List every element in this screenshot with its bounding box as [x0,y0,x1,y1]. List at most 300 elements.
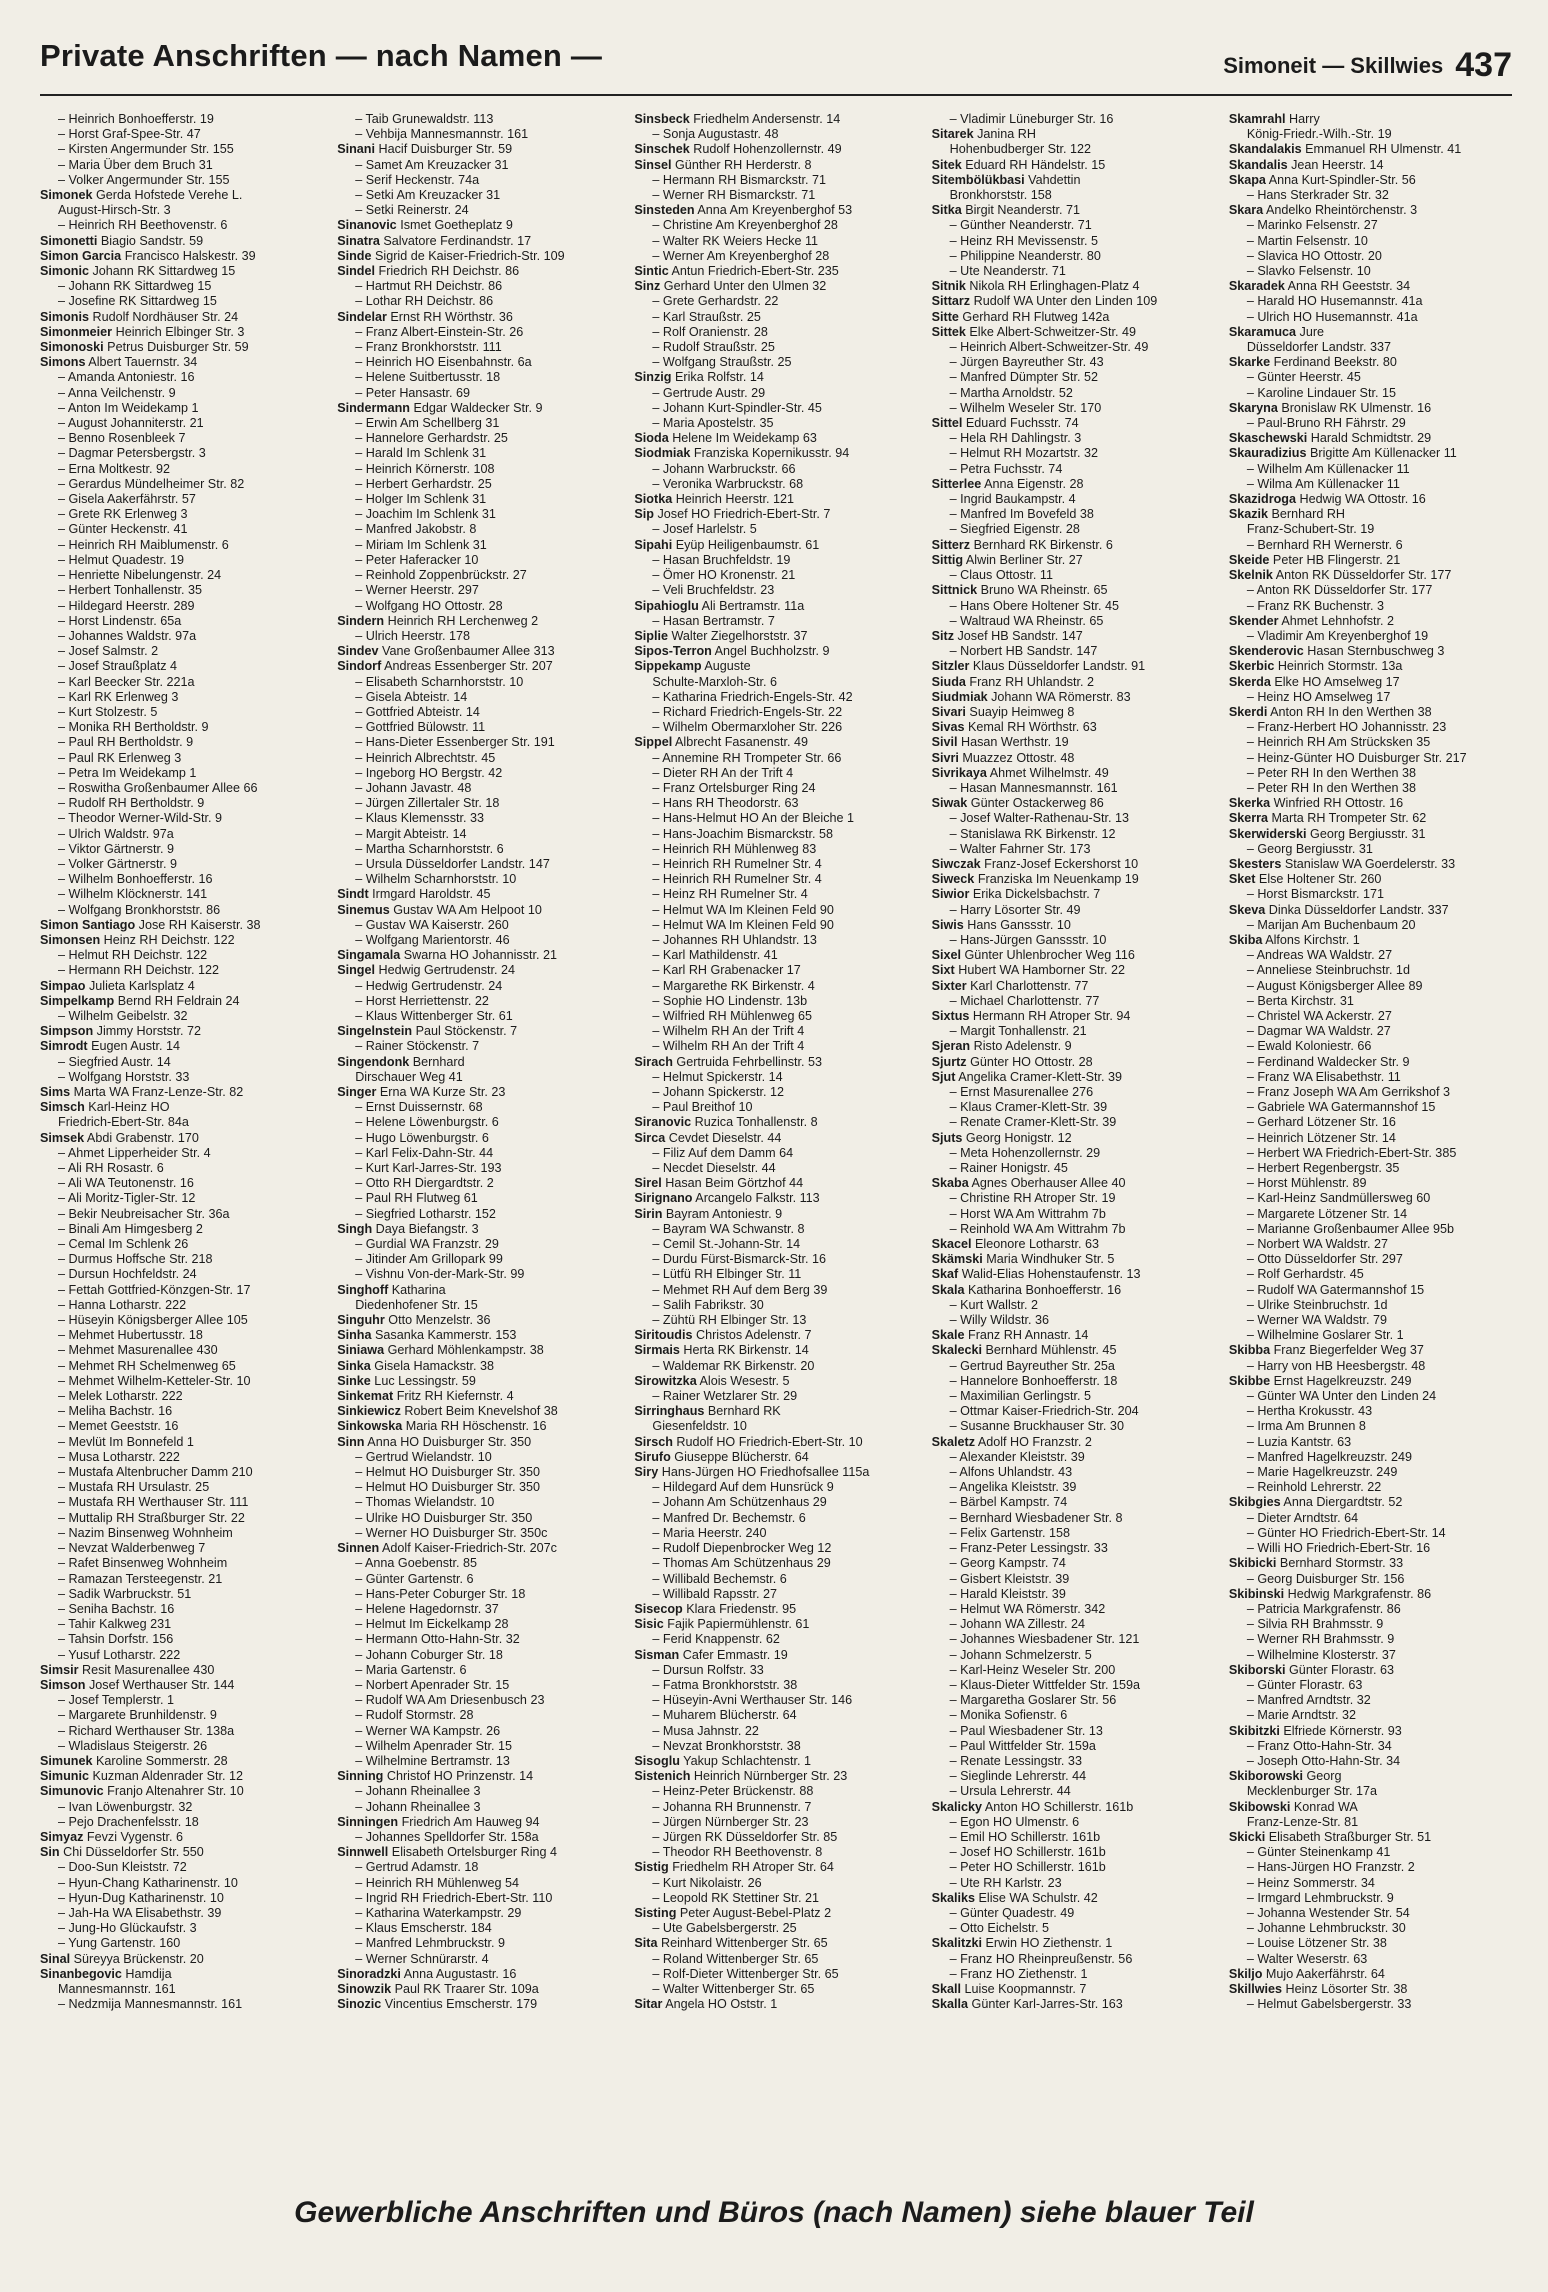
surname-entry [932,1891,1215,1906]
entry-details: Elke HO Amselweg 17 [1270,674,1400,689]
sub-entry: – Patricia Markgrafenstr. 86 [1229,1602,1512,1617]
surname-entry [634,1465,917,1480]
entry-details: Franz Biegerfelder Weg 37 [1270,1343,1424,1358]
entry-details: Andelko Rheintörchenstr. 3 [1263,203,1418,218]
surname-entry [40,1131,323,1146]
surname: Siwczak [931,856,981,871]
sub-entry: – Maria Über dem Bruch 31 [40,158,323,173]
surname-entry [337,1967,620,1982]
sub-entry: – Margarete Brunhildenstr. 9 [40,1708,323,1723]
entry-continuation: Franz-Schubert-Str. 19 [1246,522,1375,537]
entry-details: Gisela Hamackstr. 38 [370,1358,494,1373]
sub-entry: – Ferdinand Waldecker Str. 9 [1229,1055,1512,1070]
entry-details: Hedwig Markgrafenstr. 86 [1284,1586,1432,1601]
entry-details: Bernhard Stormstr. 33 [1276,1556,1404,1571]
entry-details: Bernhard RK [704,1404,781,1419]
entry-details: Anna RH Geeststr. 34 [1284,279,1411,294]
sub-entry: – Jürgen RK Düsseldorfer Str. 85 [634,1830,917,1845]
entry-details: Hubert WA Hamborner Str. 22 [954,963,1126,978]
sub-entry: – Martha Scharnhorststr. 6 [337,842,620,857]
sub-entry: – Rolf-Dieter Wittenberger Str. 65 [634,1967,917,1982]
surname-entry [932,553,1215,568]
sub-entry: – Hermann Otto-Hahn-Str. 32 [337,1632,620,1647]
sub-entry: – Doo-Sun Kleiststr. 72 [40,1860,323,1875]
surname: Siry [634,1465,659,1480]
surname-entry [1229,1830,1512,1845]
entry-details: Adolf HO Franzstr. 2 [975,1434,1092,1449]
surname: Skeide [1228,552,1270,567]
surname-entry [932,538,1215,553]
surname-entry [932,1237,1215,1252]
surname: Sindern [337,613,385,628]
entry-details: Antun Friedrich-Ebert-Str. 235 [668,264,839,279]
surname: Sinatra [337,233,380,248]
entry-details: Alois Wesestr. 5 [696,1373,790,1388]
sub-entry: – Wolfgang HO Ottostr. 28 [337,599,620,614]
surname: Skiba [1228,932,1263,947]
sub-entry: – Kirsten Angermunder Str. 155 [40,142,323,157]
sub-entry: – Ferid Knappenstr. 62 [634,1632,917,1647]
sub-entry: – Veli Bruchfeldstr. 23 [634,583,917,598]
surname: Skalitzki [931,1936,983,1951]
sub-entry: – Yusuf Lotharstr. 222 [40,1648,323,1663]
surname-entry [40,994,323,1009]
sub-entry: – Mehmet Hubertusstr. 18 [40,1328,323,1343]
sub-entry: – Helmut HO Duisburger Str. 350 [337,1480,620,1495]
surname: Singamala [337,948,401,963]
sub-entry: – Nevzat Bronkhorststr. 38 [634,1739,917,1754]
surname: Skalecki [931,1343,983,1358]
sub-entry: – Norbert WA Waldstr. 27 [1229,1237,1512,1252]
sub-entry: – Wilhelmine Klosterstr. 37 [1229,1648,1512,1663]
entry-details: Paul Stöckenstr. 7 [412,1024,518,1039]
sub-entry: – Helmut RH Mozartstr. 32 [932,446,1215,461]
sub-entry: – Mehmet Masurenallee 430 [40,1343,323,1358]
surname: Simpson [40,1024,94,1039]
surname-entry [40,933,323,948]
surname-entry [337,1374,620,1389]
sub-entry: – Günther Neanderstr. 71 [932,218,1215,233]
sub-entry: – Holger Im Schlenk 31 [337,492,620,507]
entry-details: Alfons Kirchstr. 1 [1262,932,1360,947]
sub-entry: – Günter Heerstr. 45 [1229,370,1512,385]
sub-entry: – Dursun Hochfeldstr. 24 [40,1267,323,1282]
surname-entry [1229,355,1512,370]
surname: Skibowski [1228,1799,1291,1814]
sub-entry: – Katharina Friedrich-Engels-Str. 42 [634,690,917,705]
entry-details: Anna Augustastr. 16 [400,1966,517,1981]
sub-entry: – Grete Gerhardstr. 22 [634,294,917,309]
sub-entry: – Ulrich HO Husemannstr. 41a [1229,310,1512,325]
sub-entry: – Johann Rheinallee 3 [337,1784,620,1799]
surname-entry [337,1343,620,1358]
sub-entry: – Egon HO Ulmenstr. 6 [932,1815,1215,1830]
sub-entry: – Günter Florastr. 63 [1229,1678,1512,1693]
surname-entry [1229,158,1512,173]
entry-details: Franz RH Uhlandstr. 2 [965,674,1094,689]
entry-details: Risto Adelenstr. 9 [970,1039,1072,1054]
entry-details: Karoline Sommerstr. 28 [92,1753,228,1768]
surname: Simonek [40,188,93,203]
surname: Sinowzik [337,1981,392,1996]
surname: Sinningen [337,1814,399,1829]
surname-entry [634,492,917,507]
sub-entry: – Wolfgang Horststr. 33 [40,1070,323,1085]
sub-entry: – Anneliese Steinbruchstr. 1d [1229,963,1512,978]
sub-entry: – Dursun Rolfstr. 33 [634,1663,917,1678]
sub-entry: – Josef Walter-Rathenau-Str. 13 [932,811,1215,826]
entry-details: Hasan Sternbuschweg 3 [1303,644,1445,659]
entry-details: Gertruida Fehrbellinstr. 53 [672,1054,823,1069]
entry-details: Erika Dickelsbachstr. 7 [969,887,1101,902]
sub-entry: – Sophie HO Lindenstr. 13b [634,994,917,1009]
entry-details: Mujo Aakerfährstr. 64 [1262,1966,1385,1981]
surname-entry [1229,1343,1512,1358]
sub-entry: – Erna Moltkestr. 92 [40,462,323,477]
surname: Sinde [337,248,372,263]
surname: Simunovic [40,1784,104,1799]
sub-entry: – Mustafa RH Ursulastr. 25 [40,1480,323,1495]
sub-entry: – Hartmut RH Deichstr. 86 [337,279,620,294]
surname: Singendonk [337,1054,410,1069]
sub-entry: – Ingrid RH Friedrich-Ebert-Str. 110 [337,1891,620,1906]
surname-entry [932,1997,1215,2012]
sub-entry: – Wilhelm Scharnhorststr. 10 [337,872,620,887]
entry-continuation: Franz-Lenze-Str. 81 [1246,1814,1359,1829]
surname: Sitar [634,1997,663,2012]
sub-entry: – Seniha Bachstr. 16 [40,1602,323,1617]
sub-entry: – Johann Rheinallee 3 [337,1800,620,1815]
sub-entry: – Pejo Drachenfelsstr. 18 [40,1815,323,1830]
surname-entry [932,1936,1215,1951]
sub-entry: – Petra Im Weidekamp 1 [40,766,323,781]
surname: Sixter [931,978,967,993]
surname-entry [1229,173,1512,188]
sub-entry: – Johanne Lehmbruckstr. 30 [1229,1921,1512,1936]
sub-entry: – Elisabeth Scharnhorststr. 10 [337,675,620,690]
entry-details: Reinhard Wittenberger Str. 65 [657,1936,828,1951]
sub-entry: – Paul RK Erlenweg 3 [40,751,323,766]
sub-entry: – Anna Goebenstr. 85 [337,1556,620,1571]
sub-entry: – Paul Breithof 10 [634,1100,917,1115]
entry-details: Erika Rolfstr. 14 [671,370,764,385]
sub-entry: – Gertrud Wielandstr. 10 [337,1450,620,1465]
surname-entry [1229,614,1512,629]
surname: Simunek [40,1753,93,1768]
sub-entry: – Marianne Großenbaumer Allee 95b [1229,1222,1512,1237]
entry-details: Luc Lessingstr. 59 [370,1373,476,1388]
surname-entry [932,127,1215,142]
entry-details: Katharina Bonhoefferstr. 16 [964,1282,1122,1297]
sub-entry: – Anton RK Düsseldorfer Str. 177 [1229,583,1512,598]
entry-details: Elisabeth Straßburger Str. 51 [1265,1829,1432,1844]
surname: Skesters [1228,856,1282,871]
entry-details: Fevzi Vygenstr. 6 [83,1829,184,1844]
surname-entry [337,1283,620,1298]
sub-entry: – Günter Steinenkamp 41 [1229,1845,1512,1860]
surname-entry [337,1541,620,1556]
surname-entry [1229,644,1512,659]
sub-entry: – Monika Sofienstr. 6 [932,1708,1215,1723]
entry-details: Walter Ziegelhorststr. 37 [668,628,808,643]
surname: Simpelkamp [40,993,115,1008]
surname: Sipahioglu [634,598,699,613]
surname: Skandalis [1228,157,1288,172]
surname-entry [1229,1769,1512,1784]
entry-continuation: Diedenhofener Str. 15 [355,1297,478,1312]
entry-details: Suayip Heimweg 8 [965,704,1075,719]
surname-entry [337,1815,620,1830]
surname-entry [337,1222,620,1237]
sub-entry: – Hyun-Dug Katharinenstr. 10 [40,1891,323,1906]
sub-entry: – Rainer Honigstr. 45 [932,1161,1215,1176]
sub-entry: – Horst Graf-Spee-Str. 47 [40,127,323,142]
sub-entry: – Peter Haferacker 10 [337,553,620,568]
surname: Skibicki [1228,1556,1277,1571]
entry-details: Anna Kurt-Spindler-Str. 56 [1265,172,1416,187]
entry-details: Julieta Karlsplatz 4 [85,978,195,993]
surname: Simonsen [40,932,101,947]
sub-entry: – Hasan Bruchfeldstr. 19 [634,553,917,568]
surname: Simsir [40,1662,79,1677]
surname-entry [1229,903,1512,918]
entry-details: Arcangelo Falkstr. 113 [692,1191,820,1206]
surname: Sinanbegovic [40,1966,122,1981]
sub-entry: – Melek Lotharstr. 222 [40,1389,323,1404]
sub-entry: – Johannes Wiesbadener Str. 121 [932,1632,1215,1647]
entry-details: Luise Koopmannstr. 7 [961,1981,1087,1996]
sub-entry: – Hans-Dieter Essenberger Str. 191 [337,735,620,750]
surname: Skalicky [931,1799,983,1814]
surname: Sistenich [634,1769,691,1784]
sub-entry: – Kurt Wallstr. 2 [932,1298,1215,1313]
surname: Skicki [1228,1829,1266,1844]
sub-entry: – Karl Mathildenstr. 41 [634,948,917,963]
sub-entry: – Durdu Fürst-Bismarck-Str. 16 [634,1252,917,1267]
sub-entry: – Michael Charlottenstr. 77 [932,994,1215,1009]
entry-details: Ali Bertramstr. 11a [698,598,805,613]
surname-entry [337,903,620,918]
surname: Siritoudis [634,1328,693,1343]
entry-details: Winfried RH Ottostr. 16 [1270,796,1404,811]
sub-entry: – Rolf Gerhardstr. 45 [1229,1267,1512,1282]
surname: Sip [634,507,654,522]
sub-entry: – Norbert HB Sandstr. 147 [932,644,1215,659]
entry-continuation: Düsseldorfer Landstr. 337 [1246,340,1392,355]
sub-entry: – Maria Gartenstr. 6 [337,1663,620,1678]
entry-details: Harald Schmidtstr. 29 [1307,431,1432,446]
entry-continuation: Giesenfeldstr. 10 [652,1419,747,1434]
sub-entry: – Lütfü RH Elbinger Str. 11 [634,1267,917,1282]
sub-entry: – Walter Weserstr. 63 [1229,1952,1512,1967]
sub-entry: – Hans Sterkrader Str. 32 [1229,188,1512,203]
entry-details: Bernhard Mühlenstr. 45 [982,1343,1117,1358]
sub-entry: – Ulrich Waldstr. 97a [40,827,323,842]
entry-details: Karl Charlottenstr. 77 [966,978,1089,993]
entry-details: Hamdija [121,1966,172,1981]
sub-entry: – Josef HO Schillerstr. 161b [932,1845,1215,1860]
sub-entry: – Norbert Apenrader Str. 15 [337,1678,620,1693]
entry-details: Günter Uhlenbrocher Weg 116 [961,948,1135,963]
sub-entry: – Maria Apostelstr. 35 [634,416,917,431]
entry-details: Francisco Halskestr. 39 [121,248,256,263]
surname: Sjeran [931,1039,971,1054]
surname-entry [634,1450,917,1465]
sub-entry: – Dieter Arndtstr. 64 [1229,1511,1512,1526]
entry-details: Elise WA Schulstr. 42 [975,1890,1098,1905]
surname: Sitembölükbasi [931,172,1025,187]
sub-entry: – Jung-Ho Glückaufstr. 3 [40,1921,323,1936]
surname: Sitz [931,628,954,643]
sub-entry: – Muharem Blücherstr. 64 [634,1708,917,1723]
sub-entry: – Dagmar WA Waldstr. 27 [1229,1024,1512,1039]
surname-entry [40,918,323,933]
sub-entry: – Johannes Waldstr. 97a [40,629,323,644]
surname-entry [337,1769,620,1784]
surname: Sims [40,1085,71,1099]
sub-entry: – Ali RH Rosastr. 6 [40,1161,323,1176]
sub-entry: – Vladimir Am Kreyenberghof 19 [1229,629,1512,644]
surname-entry [634,446,917,461]
entry-details: Josef HB Sandstr. 147 [954,628,1083,643]
surname-entry [932,963,1215,978]
entry-details: Sasanka Kammerstr. 153 [371,1328,517,1343]
surname-entry [40,1085,323,1100]
entry-details: Erwin HO Ziethenstr. 1 [982,1936,1113,1951]
entry-details: Friedhelm RH Atroper Str. 64 [668,1860,834,1875]
sub-entry: – Ramazan Tersteegenstr. 21 [40,1572,323,1587]
sub-entry: – Georg Bergiusstr. 31 [1229,842,1512,857]
surname: Sinkemat [337,1389,394,1404]
sub-entry: – Johann Schmelzerstr. 5 [932,1648,1215,1663]
surname-entry [40,188,323,203]
sub-entry: – Wolfgang Bronkhorststr. 86 [40,903,323,918]
sub-entry: – Irmgard Lehmbruckstr. 9 [1229,1891,1512,1906]
sub-entry: – Volker Angermunder Str. 155 [40,173,323,188]
surname-entry [634,264,917,279]
surname-entry [634,1617,917,1632]
entry-details: Eduard Fuchsstr. 74 [962,416,1079,431]
entry-details: Hans-Jürgen HO Friedhofsallee 115a [658,1465,870,1480]
sub-entry: – Kurt Nikolaistr. 26 [634,1876,917,1891]
sub-entry: – Slavko Felsenstr. 10 [1229,264,1512,279]
surname: Sittnick [931,583,978,598]
sub-entry: – Herbert Regenbergstr. 35 [1229,1161,1512,1176]
sub-entry: – Hans Obere Holtener Str. 45 [932,599,1215,614]
surname: Siniawa [337,1343,385,1358]
surname-entry [634,1328,917,1343]
surname: Sinzig [634,370,672,385]
sub-entry: – Heinrich Lötzener Str. 14 [1229,1131,1512,1146]
sub-entry: – Rudolf Stormstr. 28 [337,1708,620,1723]
surname: Sindev [337,644,379,659]
sub-entry: – Siegfried Austr. 14 [40,1055,323,1070]
surname: Singuhr [337,1313,385,1328]
sub-entry: – Manfred Im Bovefeld 38 [932,507,1215,522]
surname-entry [932,872,1215,887]
surname: Sinsbeck [634,112,690,126]
surname-entry [932,948,1215,963]
sub-entry: – Gurdial WA Franzstr. 29 [337,1237,620,1252]
entry-details: Karl-Heinz HO [84,1100,170,1115]
entry-details: Angel Buchholzstr. 9 [711,644,830,659]
sub-entry: – Johannes RH Uhlandstr. 13 [634,933,917,948]
sub-entry: – Heinrich Bonhoefferstr. 19 [40,112,323,127]
sub-entry: – Berta Kirchstr. 31 [1229,994,1512,1009]
surname-entry [40,1967,323,1982]
entry-details: Hans Ganssstr. 10 [963,917,1071,932]
sub-entry: – Martin Felsenstr. 10 [1229,234,1512,249]
entry-details: Eleonore Lotharstr. 63 [971,1237,1099,1252]
page-footer-note: Gewerbliche Anschriften und Büros (nach Namen) siehe blauer Teil [294,2196,1254,2229]
surname: Simpao [40,978,86,993]
surname: Skaramuca [1228,324,1297,339]
sub-entry: – Walter RK Weiers Hecke 11 [634,234,917,249]
surname-entry [932,887,1215,902]
sub-entry: – Franz-Peter Lessingstr. 33 [932,1541,1215,1556]
sub-entry: – Helmut WA Im Kleinen Feld 90 [634,903,917,918]
sub-entry: – Harry von HB Heesbergstr. 48 [1229,1359,1512,1374]
sub-entry: – Josefine RK Sittardweg 15 [40,294,323,309]
entry-continuation: Schulte-Marxloh-Str. 6 [652,674,777,689]
sub-entry: – Wilhelm Am Küllenacker 11 [1229,462,1512,477]
surname-entry [1229,675,1512,690]
surname: Sittel [931,416,963,431]
surname: Simsch [40,1100,85,1115]
sub-entry: – Josef Harlelstr. 5 [634,522,917,537]
sub-entry: – Gisela Aakerfährstr. 57 [40,492,323,507]
entry-details: Friedrich Am Hauweg 94 [398,1814,540,1829]
entry-details: Ernst Hagelkreuzstr. 249 [1270,1373,1412,1388]
surname-entry [634,1754,917,1769]
sub-entry: – Heinrich RH Beethovenstr. 6 [40,218,323,233]
sub-entry: – Richard Friedrich-Engels-Str. 22 [634,705,917,720]
entry-details: Robert Beim Knevelshof 38 [400,1404,558,1419]
sub-entry: – Heinrich RH Rumelner Str. 4 [634,857,917,872]
entry-details: Chi Düsseldorfer Str. 550 [59,1845,204,1860]
surname: Siotka [634,492,673,507]
sub-entry: – Hans RH Theodorstr. 63 [634,796,917,811]
sub-entry: – Paul Wittfelder Str. 159a [932,1739,1215,1754]
sub-entry: – Philippine Neanderstr. 80 [932,249,1215,264]
sub-entry: – Franz HO Rheinpreußenstr. 56 [932,1952,1215,1967]
sub-entry: – Wilhelm Weseler Str. 170 [932,401,1215,416]
sub-entry: – Bayram WA Schwanstr. 8 [634,1222,917,1237]
surname-entry [1229,1495,1512,1510]
name-range-label: Simoneit — Skillwies [1223,53,1444,78]
sub-entry: – Benno Rosenbleek 7 [40,431,323,446]
sub-entry: – Renate Lessingstr. 33 [932,1754,1215,1769]
surname: Sivri [931,750,959,765]
surname-entry [40,340,323,355]
sub-entry: – Miriam Im Schlenk 31 [337,538,620,553]
sub-entry: – Heinrich Körnerstr. 108 [337,462,620,477]
sub-entry: – Amanda Antoniestr. 16 [40,370,323,385]
entry-details: Bronislaw RK Ulmenstr. 16 [1277,400,1432,415]
sub-entry: – Sadik Warbruckstr. 51 [40,1587,323,1602]
surname-entry [634,1343,917,1358]
surname-entry [337,249,620,264]
surname-entry [634,431,917,446]
surname: Skender [1228,613,1279,628]
surname-entry [337,1435,620,1450]
surname: Sitek [931,157,962,172]
sub-entry: – Luzia Kantstr. 63 [1229,1435,1512,1450]
sub-entry: – Klaus Emscherstr. 184 [337,1921,620,1936]
sub-entry: – Franz-Herbert HO Johannisstr. 23 [1229,720,1512,735]
surname-entry [932,1176,1215,1191]
sub-entry: – Rudolf Straußstr. 25 [634,340,917,355]
